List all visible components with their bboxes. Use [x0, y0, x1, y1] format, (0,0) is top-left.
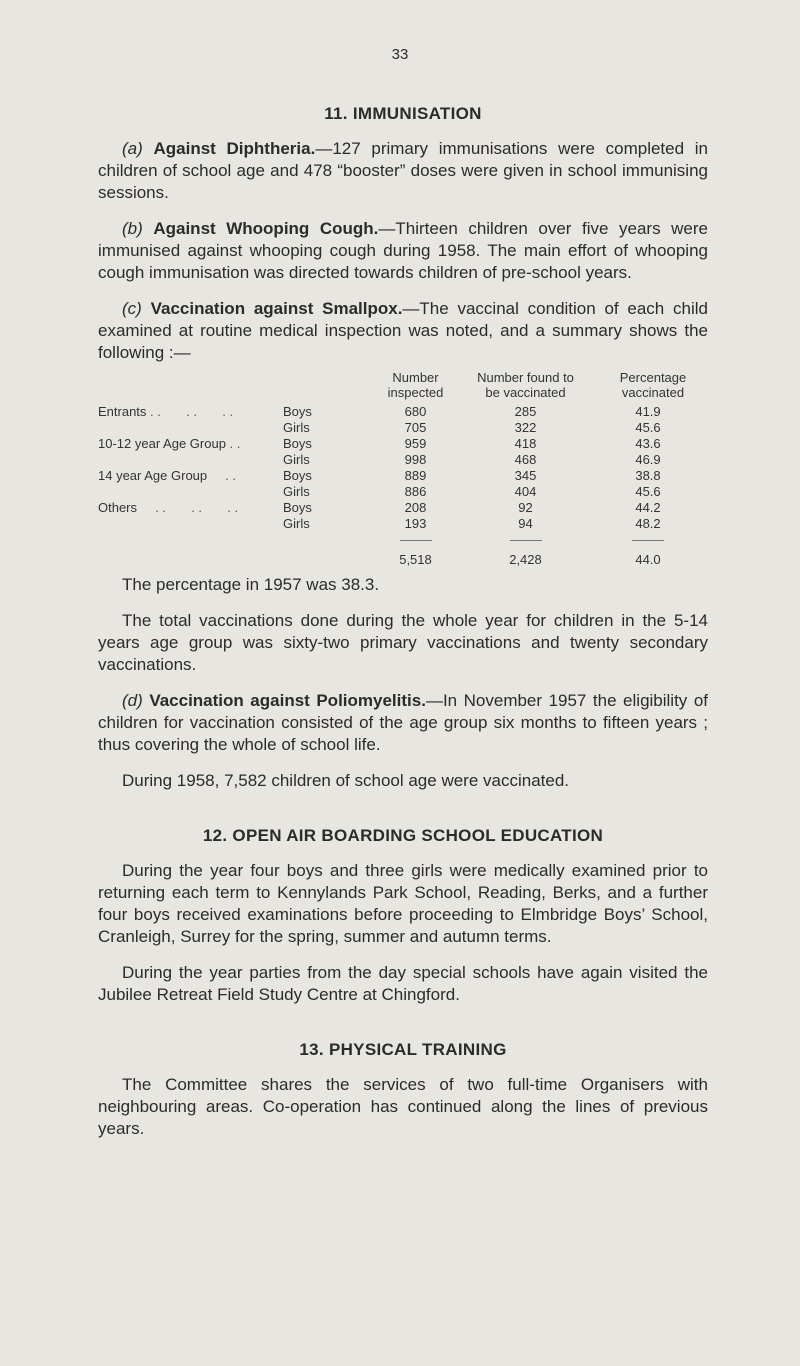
row-inspected: 998: [404, 452, 427, 467]
row-found: 92: [518, 500, 533, 515]
smallpox-title: Vaccination against Smallpox.: [150, 299, 403, 318]
total-rule: [632, 540, 664, 541]
section-11-heading: 11. IMMUNISATION: [324, 104, 482, 123]
total-inspected: 5,518: [399, 552, 432, 567]
row-group-label: Others: [98, 500, 138, 515]
table-row: [98, 452, 708, 468]
whooping-cough-text: —Thirteen children over five years were immunised against whooping cough during 1958. The main effort of whooping cough immunisation was directed towards children of pre-school years.: [98, 219, 708, 282]
row-inspected: 959: [404, 436, 427, 451]
row-inspected: 886: [404, 484, 427, 499]
row-group-label: 10-12 year Age Group: [98, 436, 226, 451]
table-row: [98, 436, 708, 452]
row-found: 322: [514, 420, 537, 435]
boarding-paragraph-1: During the year four boys and three girls were medically examined prior to returning each term to Kennylands Park School, Reading, Berks, and a further four boys received examinations before proceeding to Elmbridge Boys’ School, Cranleigh, Surrey for the spring, summer and autumn terms.: [98, 861, 708, 946]
col-header-percentage: Percentage vaccinated: [619, 370, 687, 400]
row-inspected: 705: [404, 420, 427, 435]
smallpox-paragraph: [98, 298, 708, 364]
row-inspected: 193: [404, 516, 427, 531]
row-percentage: 43.6: [635, 436, 661, 451]
poliomyelitis-extra: During 1958, 7,582 children of school age were vaccinated.: [122, 771, 570, 790]
row-found: 345: [514, 468, 537, 483]
diphtheria-text: —127 primary immunisations were completed in children of school age and 478 “booster” doses were given in school immunising sessions.: [98, 139, 708, 202]
whooping-cough-title: Against Whooping Cough.: [153, 219, 379, 238]
row-dot-leader: . .: [225, 436, 241, 451]
table-row: [98, 500, 708, 516]
row-found: 418: [514, 436, 537, 451]
col-header-inspected: Number inspected: [387, 370, 444, 400]
row-percentage: 48.2: [635, 516, 661, 531]
row-found: 285: [514, 404, 537, 419]
table-row: [98, 484, 708, 500]
item-c-label: (c): [122, 299, 142, 318]
smallpox-text: —The vaccinal condition of each child examined at routine medical inspection was noted, and a summary shows the following :—: [98, 299, 708, 362]
poliomyelitis-title: Vaccination against Poliomyelitis.: [149, 691, 426, 710]
page-number: 33: [391, 46, 409, 63]
table-row: [98, 420, 708, 436]
diphtheria-paragraph: [98, 138, 708, 204]
row-percentage: 46.9: [635, 452, 661, 467]
table-body: [98, 404, 708, 568]
row-sex: Boys: [283, 404, 312, 419]
table-total-row: [98, 548, 708, 568]
poliomyelitis-paragraph: [98, 690, 708, 756]
row-sex: Girls: [283, 516, 310, 531]
poliomyelitis-text: —In November 1957 the eligibility of children for vaccination consisted of the age group six months to fifteen years ; thus covering the whole of school life.: [98, 691, 708, 754]
whooping-cough-paragraph: [98, 218, 708, 284]
row-dot-leader: . . . . . .: [146, 404, 234, 419]
row-group-label: 14 year Age Group: [98, 468, 208, 483]
total-rule: [510, 540, 542, 541]
total-rule: [400, 540, 432, 541]
table-row: [98, 516, 708, 532]
row-inspected: 889: [404, 468, 427, 483]
item-a-label: (a): [122, 139, 143, 158]
row-sex: Girls: [283, 420, 310, 435]
table-row: [98, 404, 708, 420]
row-inspected: 208: [404, 500, 427, 515]
row-sex: Girls: [283, 484, 310, 499]
section-13-heading: 13. PHYSICAL TRAINING: [299, 1040, 507, 1059]
total-percentage: 44.0: [635, 552, 661, 567]
table-header-row: [98, 370, 708, 404]
boarding-paragraph-2: During the year parties from the day special schools have again visited the Jubilee Retreat Field Study Centre at Chingford.: [98, 963, 708, 1004]
total-vaccinations-paragraph: The total vaccinations done during the whole year for children in the 5-14 years age group was sixty-two primary vaccinations and twenty secondary vaccinations.: [98, 611, 708, 674]
row-percentage: 45.6: [635, 484, 661, 499]
item-b-label: (b): [122, 219, 143, 238]
row-percentage: 41.9: [635, 404, 661, 419]
row-percentage: 44.2: [635, 500, 661, 515]
row-inspected: 680: [404, 404, 427, 419]
row-found: 468: [514, 452, 537, 467]
total-rule-row: [98, 532, 708, 548]
row-found: 94: [518, 516, 533, 531]
row-percentage: 38.8: [635, 468, 661, 483]
item-d-label: (d): [122, 691, 143, 710]
row-group-label: Entrants: [98, 404, 147, 419]
physical-training-paragraph: The Committee shares the services of two full-time Organisers with neighbouring areas. Co-operation has continued along the lines of previous years.: [98, 1075, 708, 1138]
row-sex: Boys: [283, 468, 312, 483]
row-sex: Girls: [283, 452, 310, 467]
row-percentage: 45.6: [635, 420, 661, 435]
vaccination-table: [98, 370, 708, 568]
row-dot-leader: . .: [207, 468, 237, 483]
percentage-1957: The percentage in 1957 was 38.3.: [122, 575, 380, 594]
row-dot-leader: . . . . . .: [137, 500, 239, 515]
diphtheria-title: Against Diphtheria.: [153, 139, 316, 158]
total-found: 2,428: [509, 552, 542, 567]
table-row: [98, 468, 708, 484]
row-sex: Boys: [283, 436, 312, 451]
section-12-heading: 12. OPEN AIR BOARDING SCHOOL EDUCATION: [202, 826, 604, 845]
col-header-found: Number found to be vaccinated: [477, 370, 574, 400]
row-found: 404: [514, 484, 537, 499]
page-content: [98, 104, 708, 1154]
row-sex: Boys: [283, 500, 312, 515]
